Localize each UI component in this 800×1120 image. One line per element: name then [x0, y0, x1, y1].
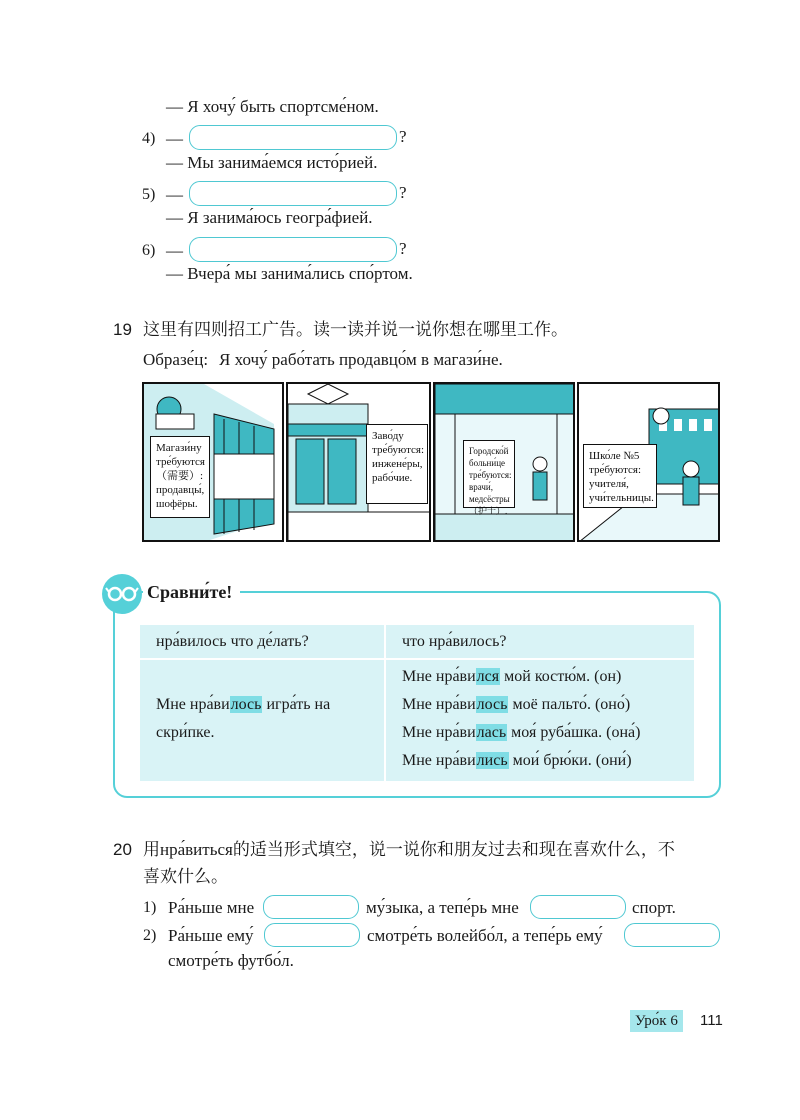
- compare-header-left: нра́вилось что де́лать?: [140, 625, 384, 658]
- ad-line: шофёры.: [156, 498, 198, 510]
- ad-line: рабо́чие.: [372, 472, 413, 484]
- ad-shop: [150, 436, 210, 518]
- ad-line: инжене́ры,: [372, 458, 423, 470]
- dash: —: [166, 241, 183, 260]
- text: Мне нра́ви: [156, 696, 230, 713]
- ending-highlight: лись: [476, 752, 508, 769]
- fill-blank-1a[interactable]: [263, 895, 359, 919]
- ending-highlight: лось: [476, 696, 508, 713]
- ad-line: врачи́,: [469, 482, 493, 492]
- ending-highlight: лось: [230, 696, 262, 713]
- ad-line: Заво́ду: [372, 430, 404, 442]
- ad-line: тре́буются: [156, 456, 205, 468]
- ad-line: тре́буются:: [469, 470, 512, 480]
- question-mark: ?: [399, 239, 407, 258]
- sentence-part: спорт.: [632, 898, 676, 917]
- answer-blank-4[interactable]: [189, 125, 397, 150]
- text: мой костю́м. (он): [500, 668, 622, 685]
- item-number: 2): [143, 927, 157, 944]
- answer-blank-6[interactable]: [189, 237, 397, 262]
- ad-line: учи́тельницы.: [589, 492, 654, 504]
- exercise-instruction-line2: 喜欢什么。: [143, 867, 228, 886]
- text: Мне нра́ви: [402, 696, 476, 713]
- exercise-number: 19: [113, 320, 132, 339]
- item-number: 6): [142, 242, 156, 259]
- item-number: 5): [142, 186, 156, 203]
- text: моя́ руба́шка. (она́): [507, 724, 641, 741]
- compare-body-right: [386, 660, 694, 781]
- fill-blank-1b[interactable]: [530, 895, 626, 919]
- dialogue-answer-4: — Мы занима́емся исто́рией.: [166, 153, 378, 172]
- ending-highlight: лся: [476, 668, 500, 685]
- text: 用: [143, 840, 160, 859]
- ad-panel-factory: [286, 382, 431, 542]
- lesson-tag: Уро́к 6: [630, 1010, 683, 1032]
- exercise-number: 20: [113, 840, 132, 859]
- text: игра́ть на: [262, 696, 331, 713]
- text: мои́ брю́ки. (они́): [508, 752, 632, 769]
- ad-line: Магази́ну: [156, 442, 202, 454]
- question-mark: ?: [399, 127, 407, 146]
- sentence-part: Ра́ньше мне: [168, 898, 255, 917]
- sentence-part: Ра́ньше ему́: [168, 926, 254, 945]
- ending-highlight: лась: [476, 724, 507, 741]
- text: Мне нра́ви: [402, 724, 476, 741]
- sentence-part: му́зыка, а тепе́рь мне: [366, 898, 519, 917]
- example-label: Образе́ц:: [143, 350, 209, 369]
- answer-blank-5[interactable]: [189, 181, 397, 206]
- ad-line: тре́буются:: [372, 444, 425, 456]
- compare-row: [402, 695, 630, 715]
- ad-panel-shop: [142, 382, 284, 542]
- dialogue-answer-6: — Вчера́ мы занима́лись спо́ртом.: [166, 264, 413, 283]
- fill-blank-2a[interactable]: [264, 923, 360, 947]
- ad-panel-hospital: [433, 382, 575, 542]
- text: Мне нра́ви: [402, 668, 476, 685]
- sentence-part: смотре́ть волейбо́л, а тепе́рь ему́: [367, 926, 603, 945]
- sentence-part: смотре́ть футбо́л.: [168, 951, 294, 970]
- ad-line: Городско́й: [469, 446, 509, 456]
- text: 的适当形式填空，说一说你和朋友过去和现在喜欢什么，不: [232, 840, 675, 859]
- compare-row: [402, 751, 632, 771]
- glasses-icon: [102, 574, 142, 614]
- dialogue-answer-top: — Я хочу́ быть спортсме́ном.: [166, 97, 379, 116]
- compare-title: Сравни́те!: [143, 580, 240, 604]
- text: моё пальто́. (оно́): [508, 696, 631, 713]
- ad-hospital: [463, 440, 515, 516]
- item-number: 1): [143, 899, 157, 916]
- item-number: 4): [142, 130, 156, 147]
- ad-line: （需要）:: [156, 470, 204, 482]
- ad-line: тре́буются:: [589, 464, 642, 476]
- ad-factory: [366, 424, 428, 504]
- dialogue-answer-5: — Я занима́юсь геогра́фией.: [166, 208, 373, 227]
- keyword: нра́виться: [160, 840, 233, 859]
- dash: —: [166, 129, 183, 148]
- page-number: 111: [700, 1012, 723, 1029]
- example-text: Я хочу́ рабо́тать продавцо́м в магази́не.: [219, 350, 503, 369]
- exercise-instruction: [143, 839, 675, 861]
- question-mark: ?: [399, 183, 407, 202]
- compare-body-left: [140, 660, 384, 781]
- compare-table: [140, 625, 694, 781]
- compare-infinitive-line2: скри́пке.: [156, 724, 215, 741]
- ad-line: медсёстры: [469, 494, 510, 504]
- exercise-instruction: 这里有四则招工广告。读一读并说一说你想在哪里工作。: [143, 320, 568, 339]
- dash: —: [166, 185, 183, 204]
- compare-header-right: что нра́вилось?: [386, 625, 694, 658]
- ad-line: （护士）.: [469, 506, 508, 516]
- ad-line: больни́це: [469, 458, 505, 468]
- compare-infinitive-line1: [156, 695, 330, 715]
- text: Мне нра́ви: [402, 752, 476, 769]
- ad-panel-school: [577, 382, 720, 542]
- ad-line: учителя́,: [589, 478, 629, 490]
- fill-blank-2b[interactable]: [624, 923, 720, 947]
- ad-line: Шко́ле №5: [589, 450, 640, 462]
- compare-row: [402, 723, 640, 743]
- ad-line: продавцы́,: [156, 484, 205, 496]
- compare-row: [402, 667, 621, 687]
- ad-school: [583, 444, 657, 508]
